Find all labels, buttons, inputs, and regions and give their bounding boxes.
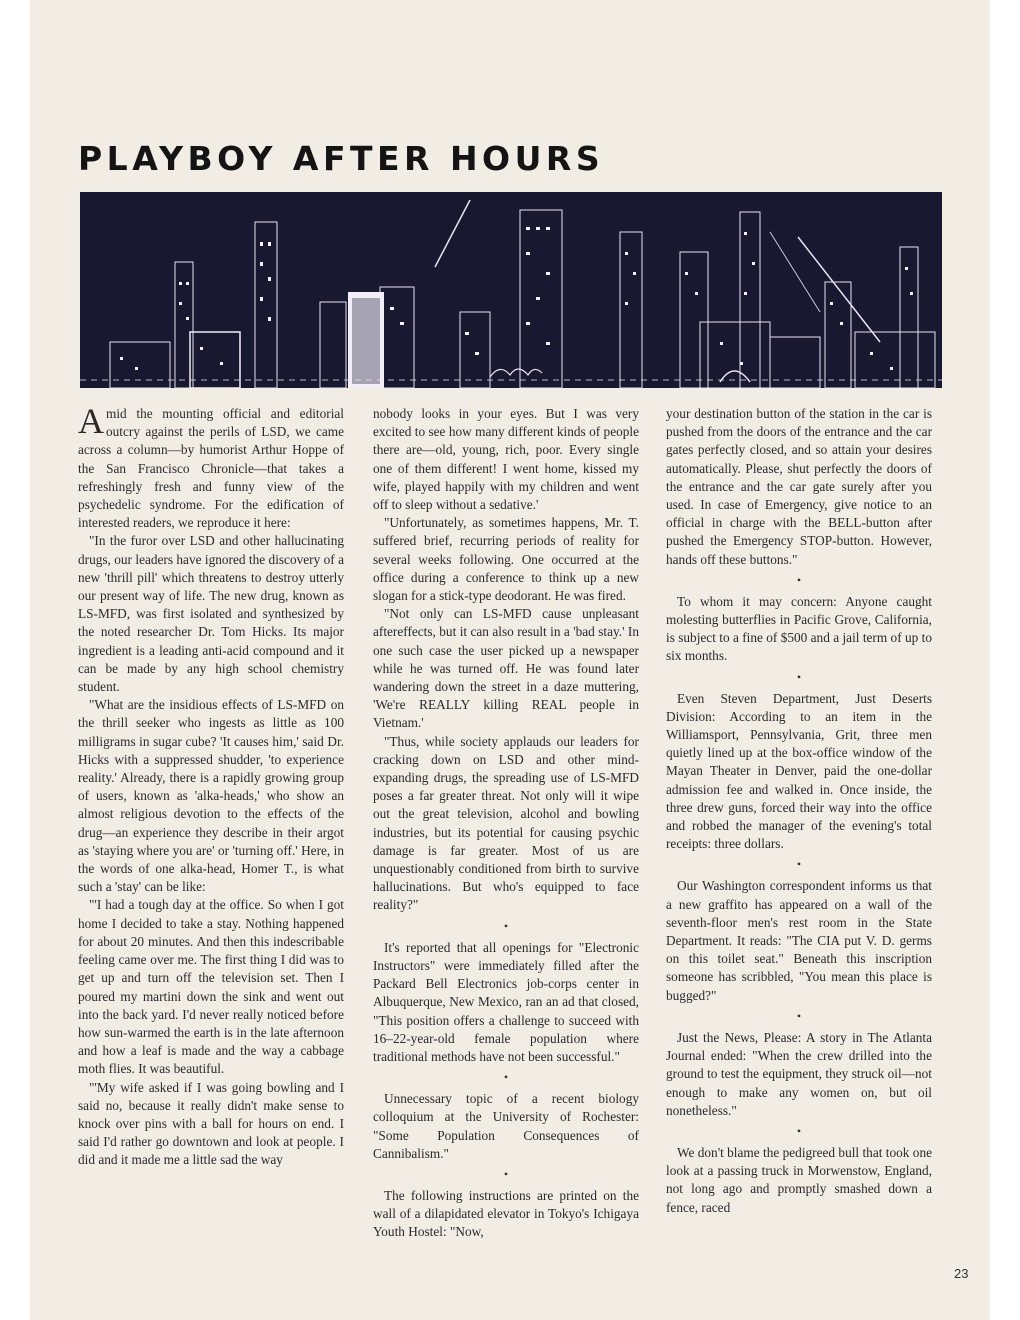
article-paragraph: "'My wife asked if I was going bowling and I said no, because it really didn't make sense to knock over pins with a ball for hours on end. I said I'd rather go downtown and look at people. I did and it made me a little sad the way [78,1079,344,1168]
article-paragraph: "'I had a tough day at the office. So when I got home I decided to take a stay. Nothing happened for about 20 minutes. And then this indescribable feeling came over me. The first thing I did was to get up and turn off the television set. Then I poured my martini down the sink and went out into the back yard. I'd never really noticed before how sun-warmed the earth is in the late afternoon and how a leaf is made and the way a cabbage moth flies. It was beautiful. [78,897,344,1077]
section-separator: • [796,669,802,684]
article-paragraph: "Thus, while society applauds our leaders for cracking down on LSD and other mind-expanding drugs, the spreading use of LS-MFD poses a far greater threat. Not only will it wipe out the great television, alcohol and bowling industries, but its potential for causing psychic damage is far greater. Most of us are unquestionably conditioned from birth to survive hallucinations. But who's equipped to face reality?" [373,733,639,913]
article-paragraph: Even Steven Department, Just Deserts Division: According to an item in the Williamsport, Pennsylvania, Grit, three men quietly lined up at the box-office window of the Mayan Theater in Denver, paid the one-dollar admission fee and walked in. Once inside, the three drew guns, forced their way into the office and robbed the manager of the evening's total receipts: three dollars. [666,690,932,852]
section-separator: • [503,1070,509,1085]
magazine-page [30,0,990,1320]
article-paragraph: It's reported that all openings for "Electronic Instructors" were immediately filled after the Packard Bell Electronics job-corps center in Albuquerque, New Mexico, ran an ad that closed, "This position offers a challenge to succeed with 16–22-year-old female population where traditional methods have not been successful." [373,939,639,1064]
article-paragraph: To whom it may concern: Anyone caught molesting butterflies in Pacific Grove, California, is subject to a fine of $500 and a jail term of up to six months. [666,593,932,664]
article-paragraph: Amid the mounting official and editorial outcry against the perils of LSD, we came across a column—by humorist Arthur Hoppe of the San Francisco Chronicle—that takes a refreshingly fresh and funny view of the psychedelic syndrome. For the edification of interested readers, we reproduce it here: [78,401,344,531]
drop-cap: A [78,401,104,441]
article-paragraph: Our Washington correspondent informs us that a new graffito has appeared on a wall of the seventh-floor men's rest room in the State Department. It reads: "The CIA put V. D. germs on this toilet seat." Beneath this inscription someone has scribbled, "You mean this place is bugged?" [666,878,932,1003]
article-paragraph: "Not only can LS-MFD cause unpleasant aftereffects, but it can also result in a 'bad stay.' In one such case the user picked up a newspaper while he was turned off. He was found later wandering down the street in a daze muttering, 'We're REALLY killing REAL people in Vietnam.' [373,606,639,731]
section-separator: • [796,1123,802,1138]
article-paragraph: Unnecessary topic of a recent biology colloquium at the University of Rochester: "Some Population Consequences of Cannibalism." [373,1091,639,1161]
section-separator: • [503,918,509,933]
article-column-3 [666,405,932,1217]
section-separator: • [796,857,802,872]
article-paragraph: your destination button of the station in the car is pushed from the doors of the entrance and the car gates perfectly closed, and so attain your desires automatically. Please, shut perfectly the doors of the entrance and the car gate surely after you used. In case of Emergency, give notice to an official in charge with the BELL-button after pushed the Emergency STOP-button. However, hands off these buttons." [666,406,932,567]
page-number: 23 [954,1266,969,1281]
article-paragraph: Just the News, Please: A story in The Atlanta Journal ended: "When the crew drilled into the ground to test the equipment, they struck oil—not enough to make any women on, but oil nonetheless." [666,1029,932,1118]
section-separator: • [503,1166,509,1181]
skyline-illustration [80,192,942,388]
page-title: PLAYBOY AFTER HOURS [78,139,605,178]
article-column-1 [78,401,344,1170]
article-paragraph: "What are the insidious effects of LS-MFD on the thrill seeker who ingests as little as 100 milligrams in sugar cube? 'It causes him,' said Dr. Hicks with a suppressed shudder, 'to experience reality.' Already, there is a rapidly growing group of users, known as 'alka-heads,' who show an almost religious devotion to the effects of the drug—an experience they describe in their argot as 'staying where you are' or 'turning off.' Here, in the words of one alka-head, Homer T., is what such a 'stay' can be like: [78,697,344,895]
article-paragraph: We don't blame the pedigreed bull that took one look at a passing truck in Morwenstow, England, not long ago and promptly smashed down a fence, raced [666,1144,932,1215]
article-paragraph: nobody looks in your eyes. But I was very excited to see how many different kinds of people there are—old, young, rich, poor. Every single one of them different! I went home, kissed my wife, played happily with my children and went off to sleep without a sedative.' [373,406,639,513]
section-separator: • [796,1008,802,1023]
section-separator: • [796,572,802,587]
article-paragraph: "In the furor over LSD and other hallucinating drugs, our leaders have ignored the discovery of a new 'thrill pill' which threatens to destroy utterly our present way of life. The new drug, known as LS-MFD, was first isolated and synthesized by the noted researcher Dr. Tom Hicks. Its major ingredient is a leading anti-acid compound and it can be made by any high school chemistry student. [78,533,344,695]
article-paragraph: The following instructions are printed on the wall of a dilapidated elevator in Tokyo's Ichigaya Youth Hostel: "Now, [373,1187,639,1240]
article-paragraph: "Unfortunately, as sometimes happens, Mr. T. suffered brief, recurring periods of reality for several weeks following. One occurred at the office during a conference to think up a new slogan for a stick-type deodorant. He was fired. [373,515,639,604]
skyline-drawing [80,192,942,388]
article-column-2 [373,405,639,1242]
